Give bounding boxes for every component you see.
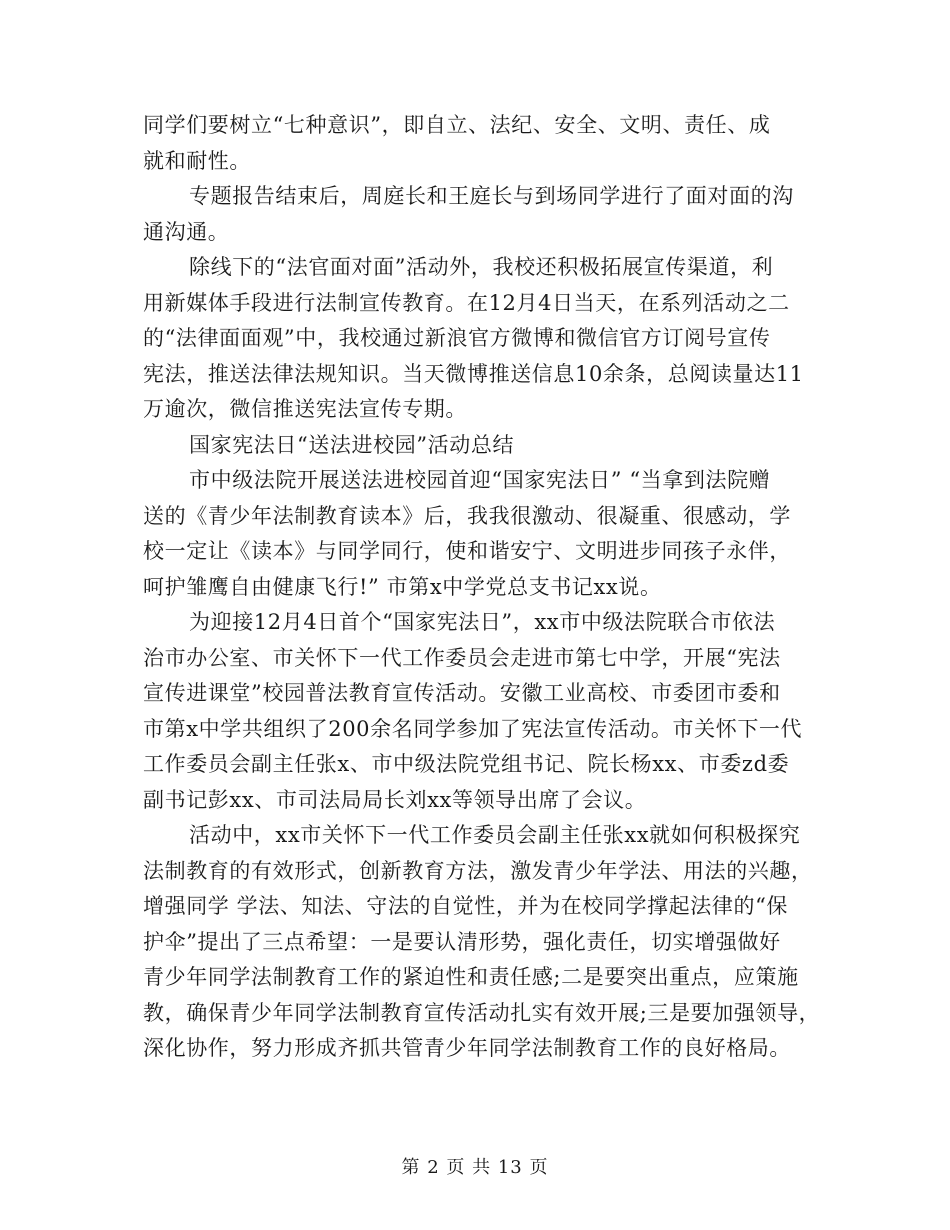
text-line: 宪法，推送法律法规知识。当天微博推送信息10余条，总阅读量达11 (143, 361, 804, 386)
text-line: 送的《青少年法制教育读本》后，我我很激动、很凝重、很感动，学 (143, 503, 791, 528)
paragraph-start-line: 市中级法院开展送法进校园首迎“国家宪法日” “当拿到法院赠 (189, 468, 771, 492)
text-line: 护伞”提出了三点希望：一是要认清形势，强化责任，切实增强做好 (143, 929, 781, 954)
text-line: 同学们要树立“七种意识”，即自立、法纪、安全、文明、责任、成 (143, 113, 771, 137)
paragraph-start-line: 活动中，xx市关怀下一代工作委员会副主任张xx就如何积极探究 (189, 823, 801, 847)
text-line: 教，确保青少年同学法制教育宣传活动扎实有效开展;三是要加强领导， (143, 1000, 821, 1025)
paragraph-start-line: 为迎接12月4日首个“国家宪法日”，xx市中级法院联合市依法 (189, 610, 776, 634)
text-line: 市第x中学共组织了200余名同学参加了宪法宣传活动。市关怀下一代 (143, 716, 803, 741)
text-line: 的“法律面面观”中，我校通过新浪官方微博和微信官方订阅号宣传 (143, 326, 771, 350)
text-line: 青少年同学法制教育工作的紧迫性和责任感;二是要突出重点，应策施 (143, 965, 799, 989)
text-line: 校一定让《读本》与同学同行，使和谐安宁、文明进步同孩子永伴， (143, 539, 791, 563)
text-line: 法制教育的有效形式，创新教育方法，激发青少年学法、用法的兴趣， (143, 858, 813, 883)
document-body (143, 108, 823, 1067)
text-line: 呵护雏鹰自由健康飞行!” 市第x中学党总支书记xx说。 (143, 574, 662, 599)
text-line: 用新媒体手段进行法制宣传教育。在12月4日当天，在系列活动之二 (143, 290, 790, 315)
paragraph-start-line: 专题报告结束后，周庭长和王庭长与到场同学进行了面对面的沟 (189, 184, 794, 208)
text-line: 增强同学 学法、知法、守法的自觉性，并为在校同学撑起法律的“保 (143, 894, 789, 918)
text-line: 通沟通。 (143, 219, 230, 244)
text-line: 副书记彭xx、市司法局局长刘xx等领导出席了会议。 (143, 787, 647, 812)
text-line: 工作委员会副主任张x、市中级法院党组书记、院长杨xx、市委zd委 (143, 752, 790, 776)
page-number-footer: 第 2 页 共 13 页 (401, 1157, 549, 1178)
text-line: 宣传进课堂”校园普法教育宣传活动。安徽工业高校、市委团市委和 (143, 681, 781, 705)
text-line: 就和耐性。 (143, 148, 251, 173)
text-line: 深化协作，努力形成齐抓共管青少年同学法制教育工作的良好格局。 (143, 1036, 791, 1060)
text-line: 万逾次，微信推送宪法宣传专期。 (143, 397, 467, 421)
section-heading: 国家宪法日“送法进校园”活动总结 (189, 432, 515, 457)
text-line: 治市办公室、市关怀下一代工作委员会走进市第七中学，开展“宪法 (143, 645, 781, 670)
paragraph-start-line: 除线下的“法官面对面”活动外，我校还积极拓展宣传渠道，利 (189, 255, 774, 279)
